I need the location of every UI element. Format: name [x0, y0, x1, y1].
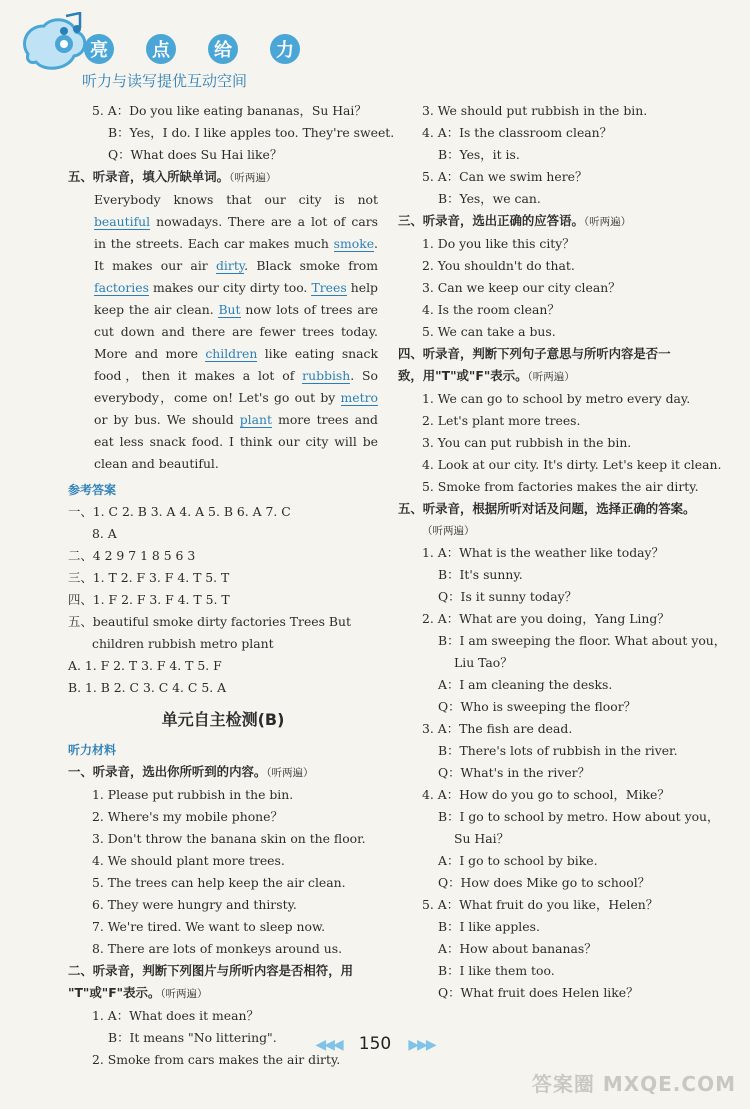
question-line: Q：What does Su Hai like？ — [108, 147, 283, 162]
passage-text: help keep the air clean. — [94, 280, 378, 317]
passage-text: Everybody knows that our city is not — [94, 192, 378, 207]
question-line: B：Yes，I do. I like apples too. They're sweet. — [108, 125, 395, 140]
list-item: B：It's sunny. — [438, 567, 523, 582]
section-note: （听两遍） — [229, 172, 277, 184]
blank-answer: But — [218, 302, 241, 317]
section-heading — [68, 982, 378, 1005]
passage-text: . It makes our air — [94, 236, 378, 273]
answer-line: 四、1. F 2. F 3. F 4. T 5. T — [68, 592, 230, 607]
list-item: B：Yes，we can. — [438, 191, 541, 206]
blank-answer: dirty — [216, 258, 245, 273]
list-item: B：There's lots of rubbish in the river. — [438, 743, 678, 758]
list-item: 3. We should put rubbish in the bin. — [422, 103, 648, 118]
list-item: 5. A：Can we swim here？ — [422, 169, 588, 184]
list-item: B：I like apples. — [438, 919, 540, 934]
arrow-right-icon: ▶▶▶ — [408, 1037, 435, 1053]
arrow-left-icon: ◀◀◀ — [315, 1037, 342, 1053]
section-title: "T"或"F"表示。 — [68, 985, 161, 1000]
list-item: 4. We should plant more trees. — [92, 853, 285, 868]
brand-char: 力 — [270, 34, 300, 64]
section-heading — [398, 210, 716, 233]
blank-answer: plant — [239, 412, 272, 427]
music-note-icon — [58, 12, 86, 38]
brand-char: 点 — [146, 34, 176, 64]
section-title: 四、听录音，判断下列句子意思与所听内容是否一 — [398, 346, 671, 361]
answer-line: 8. A — [92, 526, 117, 541]
list-item: 3. You can put rubbish in the bin. — [422, 435, 632, 450]
list-item: 5. A：What fruit do you like，Helen？ — [422, 897, 659, 912]
brand-char: 给 — [208, 34, 238, 64]
list-item: 2. Let's plant more trees. — [422, 413, 581, 428]
list-item: B：Yes，it is. — [438, 147, 520, 162]
section-note: （听两遍） — [527, 371, 575, 383]
list-item: Liu Tao？ — [454, 655, 513, 670]
question-line: 2. Smoke from cars makes the air dirty. — [92, 1052, 341, 1067]
watermark: 答案圈 MXQE.COM — [531, 1072, 736, 1096]
list-item: Q：Is it sunny today？ — [438, 589, 578, 604]
list-item: Q：What fruit does Helen like？ — [438, 985, 639, 1000]
blank-answer: beautiful — [94, 214, 151, 229]
section-note: （听两遍） — [583, 216, 632, 228]
blank-answer: rubbish — [302, 368, 351, 383]
page-number: 150 — [358, 1034, 392, 1054]
list-item: 5. Smoke from factories makes the air dirty. — [422, 479, 699, 494]
answer-line: 五、beautiful smoke dirty factories Trees But — [68, 614, 351, 629]
answers-heading: 参考答案 — [68, 483, 117, 497]
listening-heading: 听力材料 — [68, 743, 117, 757]
list-item: 3. Don't throw the banana skin on the floor. — [92, 831, 366, 846]
list-item: Q：Who is sweeping the floor？ — [438, 699, 637, 714]
answer-line: A. 1. F 2. T 3. F 4. T 5. F — [68, 658, 222, 673]
passage-text: or by bus. We should — [94, 412, 240, 427]
left-column — [68, 100, 395, 1071]
page-header — [0, 0, 750, 100]
answer-line: 一、1. C 2. B 3. A 4. A 5. B 6. A 7. C — [68, 504, 291, 519]
list-item: Q：What's in the river？ — [438, 765, 590, 780]
question-line: 1. A：What does it mean？ — [92, 1008, 259, 1023]
list-item: 3. Can we keep our city clean？ — [422, 280, 621, 295]
sec4-list — [398, 388, 722, 498]
blank-answer: factories — [94, 280, 149, 295]
list-item: 1. A：What is the weather like today？ — [422, 545, 664, 560]
answer-line: children rubbish metro plant — [92, 636, 274, 651]
list-item: 4. Look at our city. It's dirty. Let's keep it clean. — [422, 457, 722, 472]
passage-text: . So everybody，come on! Let's go out by — [94, 368, 378, 405]
blank-answer: children — [205, 346, 258, 361]
list-item: 2. Where's my mobile phone？ — [92, 809, 283, 824]
list-item: 2. You shouldn't do that. — [422, 258, 575, 273]
question-line: 5. A：Do you like eating bananas，Su Hai？ — [92, 103, 367, 118]
list-item: 5. We can take a bus. — [422, 324, 556, 339]
section-heading — [68, 761, 378, 784]
section-title: 五、听录音，填入所缺单词。 — [68, 169, 230, 184]
list-item: 1. We can go to school by metro every day. — [422, 391, 691, 406]
passage-text: makes our city dirty too. — [148, 280, 312, 295]
section-note: （听两遍） — [422, 525, 475, 537]
blank-answer: Trees — [311, 280, 347, 295]
brand-char: 亮 — [84, 34, 114, 64]
blank-answer: metro — [340, 390, 378, 405]
sec3-list — [398, 233, 716, 343]
list-item: 8. There are lots of monkeys around us. — [92, 941, 343, 956]
cloze-passage — [68, 189, 378, 475]
section-note: （听两遍） — [160, 988, 208, 1000]
list-item: 4. A：How do you go to school，Mike？ — [422, 787, 670, 802]
right-top-list — [398, 100, 716, 210]
list-item: 1. Do you like this city？ — [422, 236, 575, 251]
passage-text: nowadays. There are a lot of cars in the streets. Each car makes much — [94, 214, 378, 251]
list-item: B：I am sweeping the floor. What about you， — [438, 633, 727, 648]
section-note: （听两遍） — [266, 767, 314, 779]
answer-line: 二、4 2 9 7 1 8 5 6 3 — [68, 548, 196, 563]
list-item: 4. A：Is the classroom clean？ — [422, 125, 613, 140]
list-item: 4. Is the room clean？ — [422, 302, 560, 317]
list-item: A：I am cleaning the desks. — [438, 677, 613, 692]
section-title: 五、听录音，根据所听对话及问题，选择正确的答案。 — [398, 501, 696, 516]
sec1-list — [68, 784, 378, 960]
list-item: A：How about bananas？ — [438, 941, 597, 956]
list-item: 6. They were hungry and thirsty. — [92, 897, 297, 912]
section-title: 二、听录音，判断下列图片与所听内容是否相符，用 — [68, 963, 353, 978]
list-item: A：I go to school by bike. — [438, 853, 598, 868]
list-item: B：I go to school by metro. How about you， — [438, 809, 720, 824]
passage-text: . Black smoke from — [244, 258, 378, 273]
question-line: B：It means "No littering". — [108, 1030, 277, 1045]
list-item: Q：How does Mike go to school？ — [438, 875, 651, 890]
list-item: B：I like them too. — [438, 963, 555, 978]
list-item: 1. Please put rubbish in the bin. — [92, 787, 294, 802]
list-item: 7. We're tired. We want to sleep now. — [92, 919, 326, 934]
sec5-list — [398, 542, 727, 1004]
right-column — [398, 100, 727, 1004]
unit-title: 单元自主检测(B) — [161, 710, 285, 729]
answer-line: 三、1. T 2. F 3. F 4. T 5. T — [68, 570, 230, 585]
passage-text: more trees and eat less snack food. I think our city will be clean and beautiful. — [94, 412, 378, 471]
section-title: 一、听录音，选出你所听到的内容。 — [68, 764, 267, 779]
list-item: 2. A：What are you doing，Yang Ling？ — [422, 611, 670, 626]
list-item: 3. A：The fish are dead. — [422, 721, 573, 736]
section-title: 三、听录音，选出正确的应答语。 — [398, 213, 584, 228]
page-footer — [0, 1034, 750, 1054]
passage-text: like eating snack food，then it makes a lot of — [94, 346, 378, 383]
list-item: 5. The trees can help keep the air clean. — [92, 875, 346, 890]
section-heading — [398, 365, 716, 388]
list-item: Su Hai？ — [454, 831, 509, 846]
answer-line: B. 1. B 2. C 3. C 4. C 5. A — [68, 680, 227, 695]
tagline: 听力与读写提优互动空间 — [82, 72, 248, 90]
section-title: 致，用"T"或"F"表示。 — [398, 368, 528, 383]
passage-text: now lots of trees are cut down and there are fewer trees today. More and more — [94, 302, 378, 361]
blank-answer: smoke — [333, 236, 375, 251]
brand-title — [84, 34, 300, 64]
section-heading — [68, 166, 378, 189]
